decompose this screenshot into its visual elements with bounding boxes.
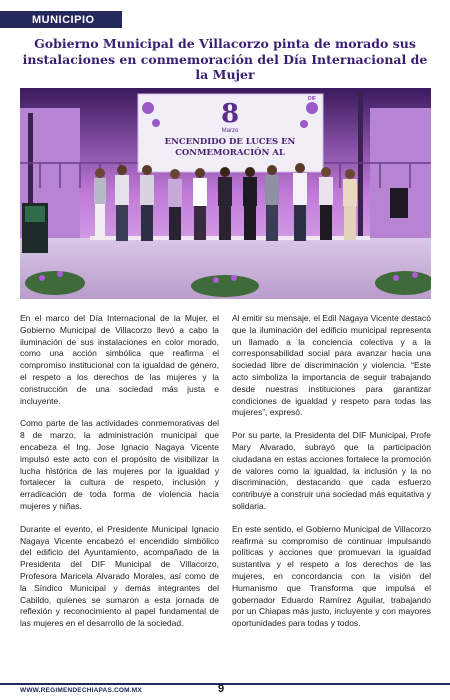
paragraph: En este sentido, el Gobierno Municipal de Villacorzo reafirma su compromiso de continuar impulsando políticas y acciones que promuevan la igualdad sustantiva y el respeto a los derechos de las mujeres, en concordancia con la visión del Humanismo que Transforma que impulsa el gobernador Eduardo Ramírez Aguilar, trabajando por un Chiapas más justo, incluyente y con mayores oportunidades para todas y todos. xyxy=(232,523,431,629)
event-photo-illustration xyxy=(20,88,431,299)
event-photo xyxy=(20,88,431,299)
footer-website-link[interactable]: WWW.REGIMENDECHIAPAS.COM.MX xyxy=(20,687,142,694)
article-column-left xyxy=(20,313,219,641)
banner-month: Marzo xyxy=(221,128,239,134)
footer-rule xyxy=(0,683,450,685)
banner-org: DIF xyxy=(307,96,317,102)
building-right xyxy=(370,108,431,248)
banner-line1: ENCENDIDO DE LUCES EN xyxy=(164,137,296,147)
paragraph: Al emitir su mensaje, el Edil Nagaya Vicente destacó que la iluminación del edificio municipal representa un llamado a la conciencia colectiva y a la corresponsabilidad social para avanzar hacia una sociedad libre de discriminación y violencia. “Este acto simboliza la importancia de seguir trabajando desde nuestras instituciones para garantizar condiciones de igualdad y respeto para todas las mujeres”, expresó. xyxy=(232,313,431,418)
section-tab xyxy=(0,11,122,28)
paragraph: Como parte de las actividades conmemorativas del 8 de marzo, la administración municipal que encabeza el Ing. Jose Ignacio Nagaya Vicente impulsó este acto con el propósito de visibilizar la lucha histórica de las mujeres por la igualdad y fortalecer la cultura de respeto, inclusión y erradicación de toda forma de violencia hacia mujeres y niñas. xyxy=(20,418,219,511)
paragraph: Durante el evento, el Presidente Municipal Ignacio Nagaya Vicente encabezó el encendido simbólico del edificio del Ayuntamiento, acompañado de la Presidenta del DIF Municipal de Villacorzo, Profesora Maricela Alvarado Morales, así como de la Síndico Municipal y demás integrantes del Cabildo, quienes se sumaron a esta jornada de reflexión y reconocimiento al papel fundamental de las mujeres en el desarrollo de la sociedad. xyxy=(20,523,219,629)
article-column-right xyxy=(232,313,431,641)
article-headline: Gobierno Municipal de Villacorzo pinta de morado sus instalaciones en conmemoración del Día Internacional de la Mujer xyxy=(22,36,428,82)
paragraph: Por su parte, la Presidenta del DIF Municipal, Profe Mary Alvarado, subrayó que la participación ciudadana en estas acciones fortalece la promoción de valores como la igualdad, la inclusión y la no discriminación, destacando que cada esfuerzo contribuye a construir una sociedad más equitativa y solidaria. xyxy=(232,430,431,511)
banner-line2: CONMEMORACIÓN AL xyxy=(175,148,285,158)
section-label: MUNICIPIO xyxy=(32,13,95,26)
podium-seal xyxy=(25,206,45,222)
paragraph: En el marco del Día Internacional de la Mujer, el Gobierno Municipal de Villacorzo llevó a cabo la iluminación de sus instalaciones en color morado, como una acción simbólica que reafirma el compromiso institucional con la igualdad de género, el respeto a los derechos de las mujeres y la construcción de una sociedad más justa e incluyente. xyxy=(20,313,219,406)
speaker xyxy=(390,188,408,218)
banner-number: 8 xyxy=(220,99,240,129)
lamp-post-right xyxy=(358,93,363,248)
page-number: 9 xyxy=(218,683,225,695)
